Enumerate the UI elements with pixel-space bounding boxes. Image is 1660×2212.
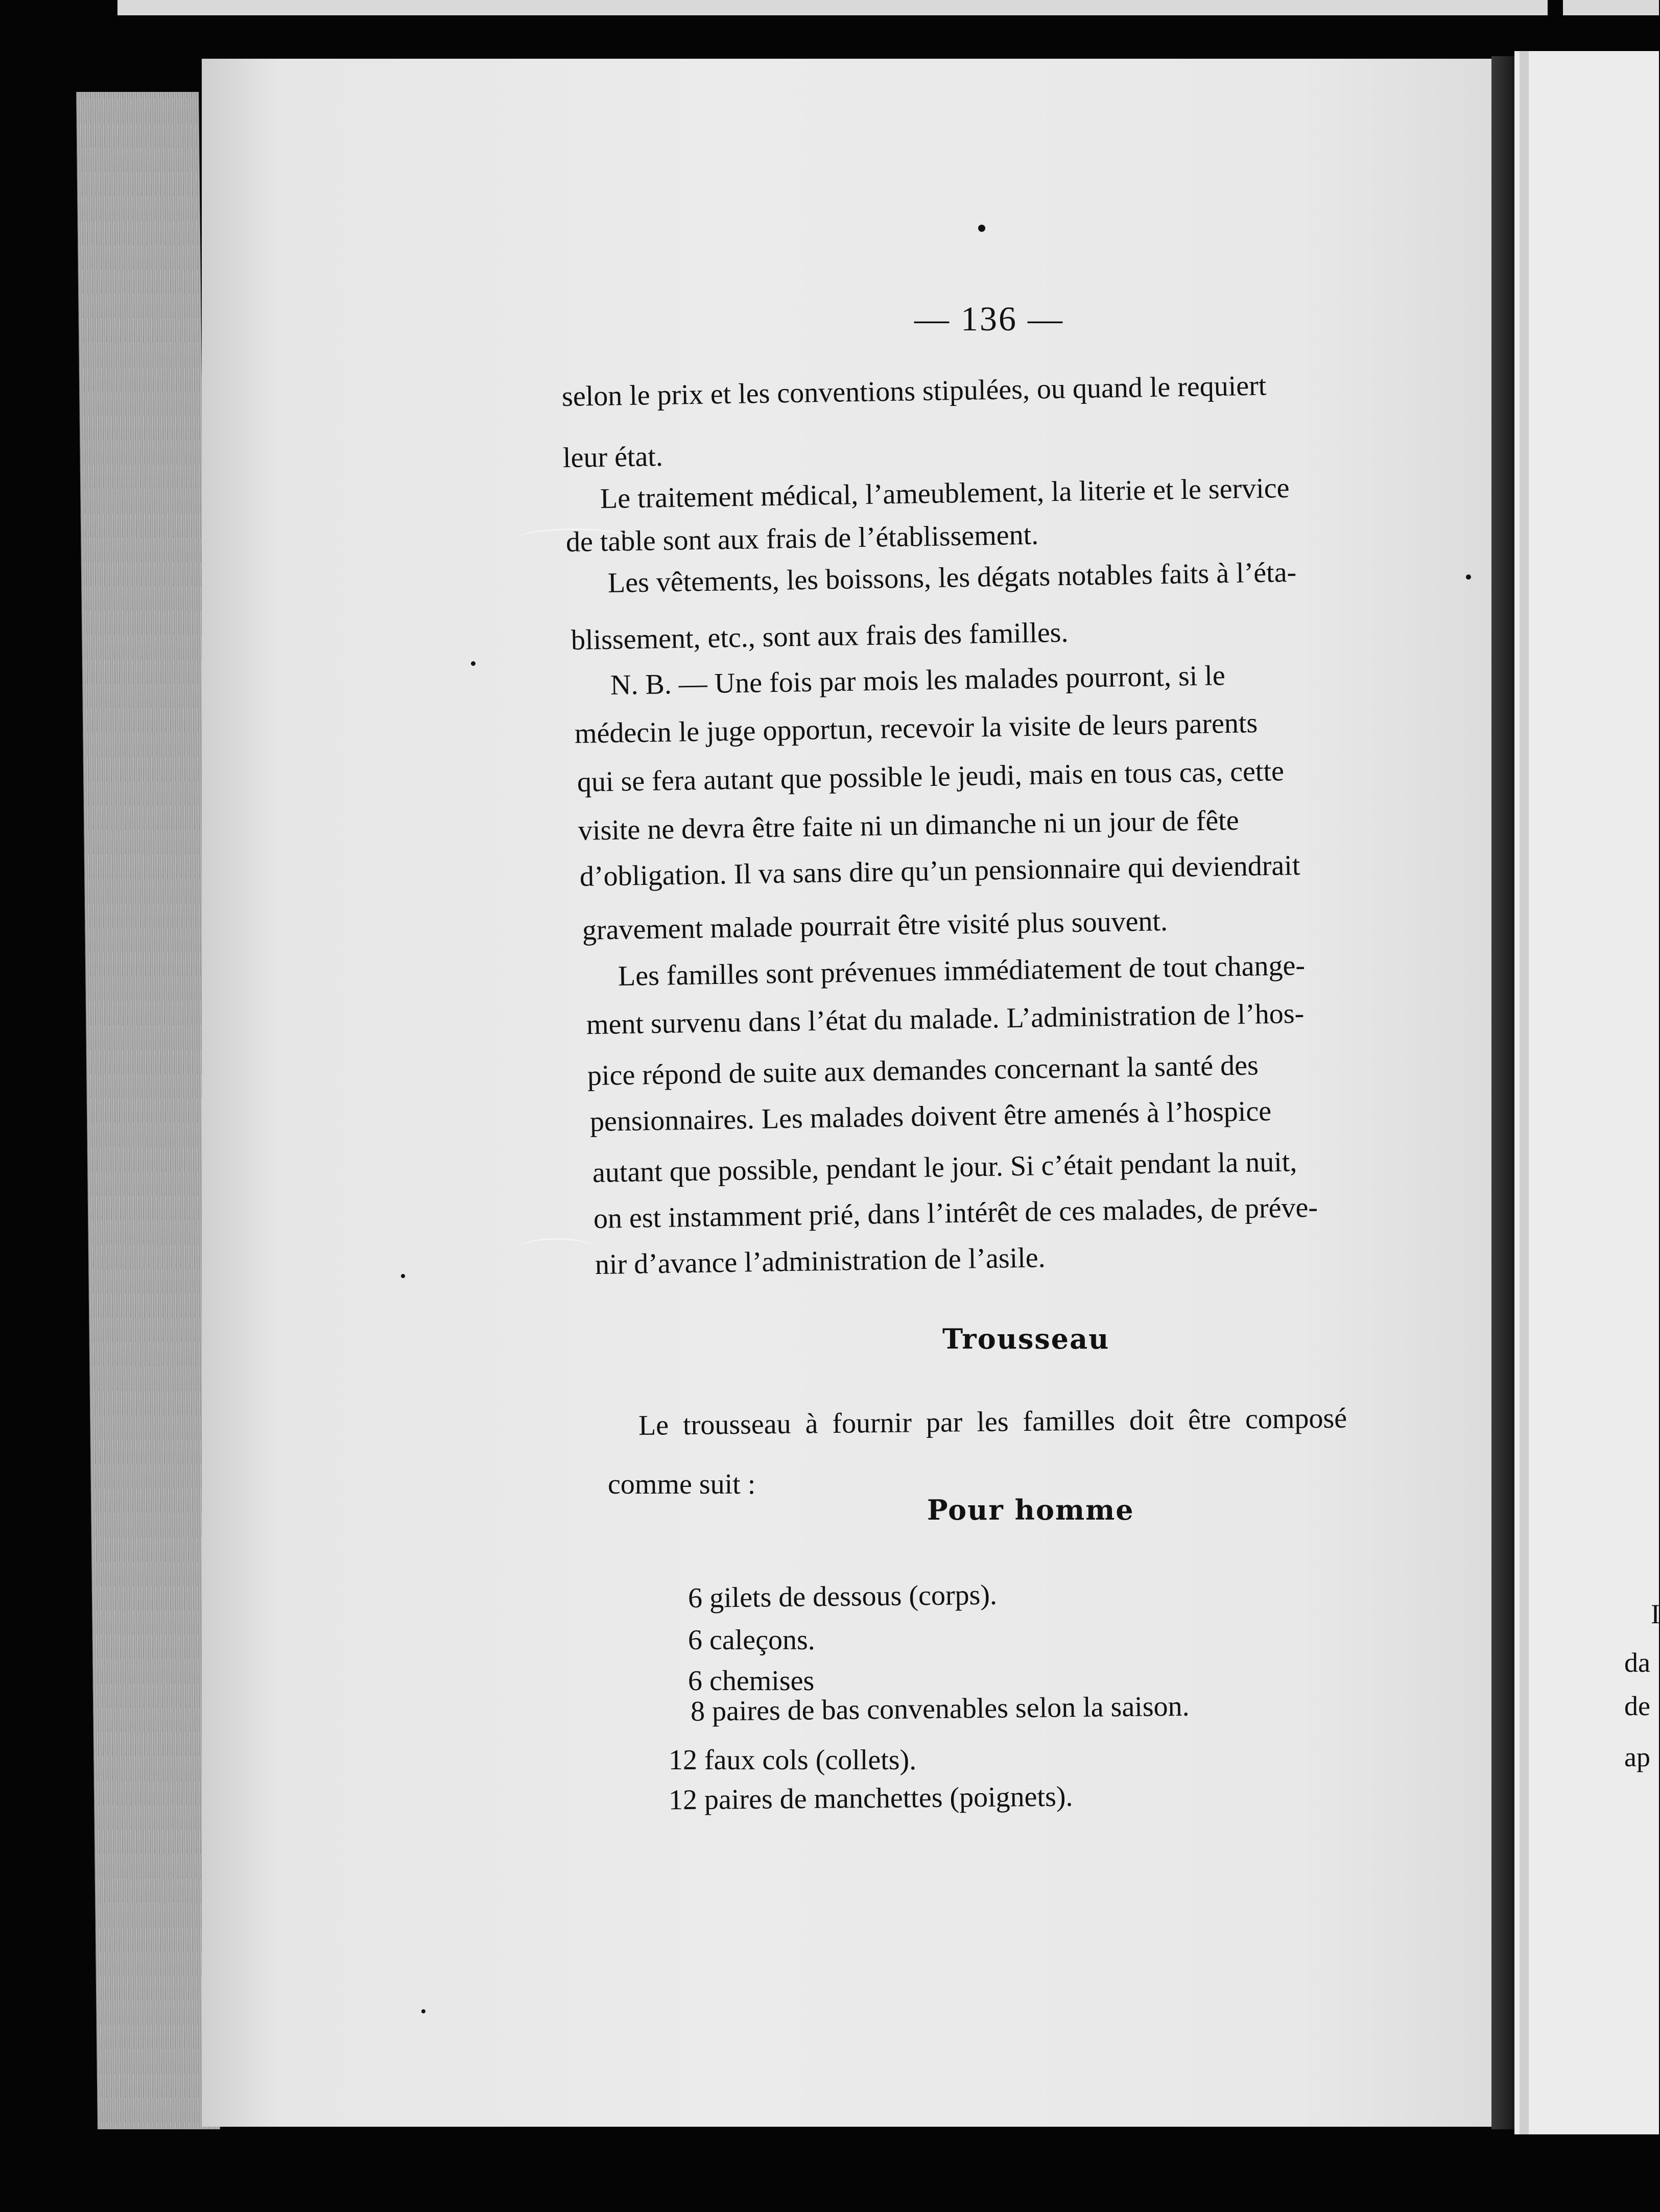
scan-scratch: [516, 528, 633, 550]
list-item-quantity: 6: [688, 1665, 702, 1697]
text-line: selon le prix et les conventions stipulées, ou quand le requiert: [561, 370, 1267, 413]
list-item-quantity: 12: [669, 1744, 697, 1776]
facing-page-fragment: I: [1651, 1599, 1660, 1629]
list-item-text: chemises: [709, 1665, 815, 1697]
list-item-text: caleçons.: [709, 1624, 815, 1656]
facing-page-fragment: de: [1624, 1691, 1650, 1721]
text-line: de table sont aux frais de l’établissement.: [565, 519, 1039, 558]
text-line: Les vêtements, les boissons, les dégats notables faits à l’éta-: [607, 556, 1297, 599]
section-heading-trousseau: Trousseau: [942, 1323, 1110, 1355]
text-line: pensionnaires. Les malades doivent être amenés à l’hospice: [589, 1095, 1272, 1138]
text-line: d’obligation. Il va sans dire qu’un pensionnaire qui deviendrait: [579, 849, 1300, 893]
list-item-text: faux cols (collets).: [704, 1744, 917, 1776]
list-item-quantity: 6: [687, 1582, 703, 1614]
list-item: [661, 1780, 1073, 1816]
text-line: ment survenu dans l’état du malade. L’administration de l’hos-: [586, 997, 1305, 1041]
facing-page-fragment: ap: [1624, 1742, 1650, 1772]
list-item: [661, 1744, 916, 1776]
page-number: — 136 —: [914, 299, 1064, 338]
trousseau-intro-line: Le trousseau à fournir par les familles doit être composé: [638, 1402, 1347, 1441]
list-item: [667, 1579, 998, 1615]
text-line: N. B. — Une fois par mois les malades pourront, si le: [610, 660, 1226, 701]
text-line: gravement malade pourrait être visité plus souvent.: [582, 905, 1168, 946]
list-item-quantity: 6: [688, 1624, 702, 1656]
list-item-text: paires de bas convenables selon la saison.: [712, 1690, 1190, 1727]
text-line: nir d’avance l’administration de l’asile.: [595, 1242, 1046, 1281]
text-line: qui se fera autant que possible le jeudi, mais en tous cas, cette: [577, 755, 1285, 798]
scan-scratch: [521, 1238, 592, 1255]
text-line: Les familles sont prévenues immédiatement de tout change-: [618, 949, 1306, 992]
list-item: [667, 1624, 815, 1656]
list-item-quantity: 8: [690, 1695, 705, 1727]
list-item-quantity: 12: [668, 1784, 698, 1816]
text-line: leur état.: [562, 440, 663, 474]
facing-page-fragment: da: [1624, 1647, 1650, 1678]
text-line: pice répond de suite aux demandes concernant la santé des: [587, 1049, 1259, 1092]
text-line: visite ne devra être faite ni un dimanche ni un jour de fête: [578, 804, 1240, 847]
subheading-pour-homme: Pour homme: [927, 1494, 1134, 1526]
list-item: [667, 1665, 814, 1697]
text-line: autant que possible, pendant le jour. Si c’était pendant la nuit,: [592, 1146, 1297, 1189]
list-item-text: gilets de dessous (corps).: [709, 1579, 998, 1614]
trousseau-intro-line: comme suit :: [608, 1469, 756, 1500]
list-item-text: paires de manchettes (poignets).: [704, 1781, 1073, 1816]
text-line: médecin le juge opportun, recevoir la visite de leurs parents: [574, 707, 1258, 750]
list-item: [669, 1690, 1190, 1728]
text-line: blissement, etc., sont aux frais des familles.: [571, 616, 1069, 656]
text-line: Le traitement médical, l’ameublement, la literie et le service: [600, 472, 1290, 515]
text-line: on est instamment prié, dans l’intérêt de ces malades, de préve-: [593, 1191, 1318, 1235]
